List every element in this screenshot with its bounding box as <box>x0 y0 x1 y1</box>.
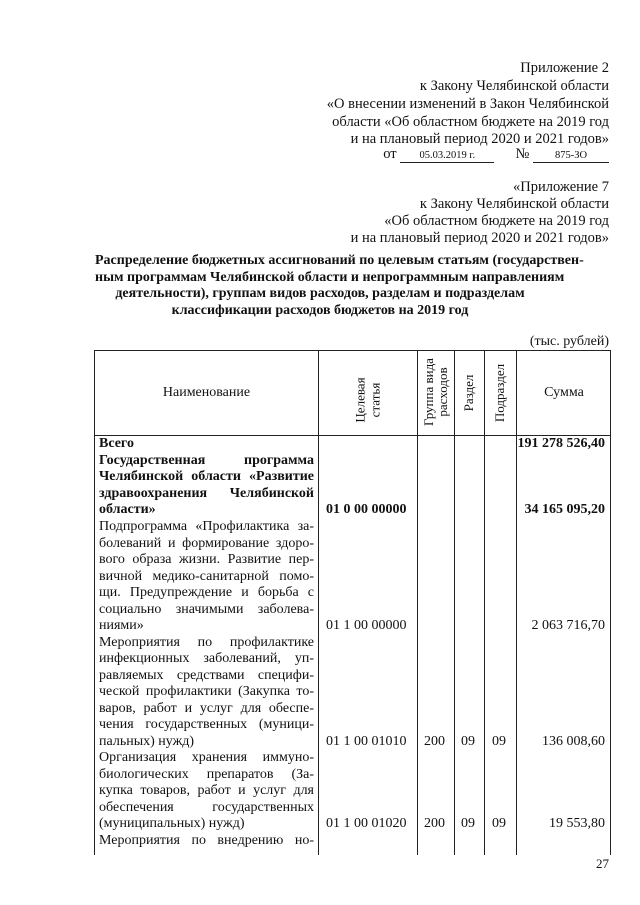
row-name <box>99 436 314 453</box>
row-target: 01 1 00 00000 <box>326 618 407 633</box>
law-number-field: 875-ЗО <box>533 150 609 163</box>
document-title <box>95 253 584 319</box>
header-target-article <box>353 363 383 438</box>
row-name <box>99 453 314 519</box>
header-sum: Сумма <box>544 385 584 400</box>
header-group-line: Группа вида <box>421 358 436 426</box>
row-name-line: пальных) нужд) <box>99 733 195 749</box>
row-sum: 34 165 095,20 <box>524 502 605 517</box>
row-name <box>99 519 314 635</box>
row-name-line: (муниципальных) нужд) <box>99 816 245 831</box>
row-name-line: области» <box>99 502 156 517</box>
row-name-line: здравоохранения Челябинской <box>99 485 314 501</box>
row-target: 01 1 00 01010 <box>326 733 407 749</box>
row-name-line: Организация хранения иммуно- <box>99 750 314 765</box>
row-name-line: Государственная программа <box>99 452 314 468</box>
budget-table <box>94 350 611 855</box>
row-target: 01 0 00 00000 <box>326 502 407 517</box>
row-sum: 191 278 526,40 <box>517 436 605 451</box>
column-divider <box>417 351 418 855</box>
row-name-line: Челябинской области «Развитие <box>99 469 314 484</box>
header-group-line: расходов <box>435 367 450 417</box>
appendix-line-5: и на плановый период 2020 и 2021 годов» <box>350 131 609 147</box>
annex-line-2: к Закону Челябинской области <box>419 196 609 212</box>
header-subsection: Подраздел <box>492 363 507 423</box>
column-divider <box>516 351 517 855</box>
row-name-line: вичной медико-санитарной помо- <box>99 568 314 584</box>
header-target-line: статья <box>367 382 383 418</box>
row-subsection: 09 <box>492 733 506 749</box>
row-name-line: Всего <box>99 436 134 451</box>
row-name-line: ниями» <box>99 618 144 633</box>
column-divider <box>318 351 319 855</box>
title-line: классификации расходов бюджетов на 2019 год <box>171 302 469 318</box>
row-name-line: вого образа жизни. Развитие пер- <box>99 552 314 567</box>
row-name-line: Мероприятия по внедрению но- <box>99 832 314 848</box>
appendix-line-2: к Закону Челябинской области <box>419 78 609 94</box>
header-section: Раздел <box>461 374 476 412</box>
row-name-line: обеспечения государственных <box>99 799 314 815</box>
row-sum: 136 008,60 <box>542 733 605 749</box>
row-target: 01 1 00 01020 <box>326 816 407 831</box>
row-group: 200 <box>424 733 445 749</box>
annex-line-3: «Об областном бюджете на 2019 год <box>384 213 609 229</box>
header-name: Наименование <box>162 385 251 400</box>
column-divider <box>454 351 455 855</box>
row-name-line: чения государственных (муници- <box>99 717 314 732</box>
appendix-line-1: Приложение 2 <box>520 60 609 76</box>
page-number: 27 <box>596 856 609 871</box>
row-name-line: болеваний и формирование здоро- <box>99 535 314 551</box>
row-sum: 19 553,80 <box>549 816 605 831</box>
title-line: деятельности), группам видов расходов, разделам и подразделам <box>115 286 525 301</box>
appendix-line-4: области «Об областном бюджете на 2019 год <box>332 114 609 130</box>
row-name-line: равляемых средствами специфи- <box>99 667 314 683</box>
title-line: Распределение бюджетных ассигнований по целевым статьям (государствен- <box>95 253 584 268</box>
date-field: 05.03.2019 г. <box>400 150 494 163</box>
row-section: 09 <box>461 733 475 749</box>
column-divider <box>484 351 485 855</box>
row-name-line: инфекционных заболеваний, уп- <box>99 651 314 666</box>
row-name <box>99 635 314 751</box>
annex-line-4: и на плановый период 2020 и 2021 годов» <box>350 230 609 246</box>
row-name-line: ческой профилактики (Закупка то- <box>99 684 314 699</box>
row-name-line: щи. Предупреждение и борьба с <box>99 585 314 600</box>
row-name-line: купка товаров, работ и услуг для <box>99 783 314 798</box>
units-label: (тыс. рублей) <box>529 334 609 349</box>
title-line: ным программам Челябинской области и непрограммным направлениям <box>95 269 565 285</box>
annex-line-1: «Приложение 7 <box>513 179 609 195</box>
row-name-line: Подпрограмма «Профилактика за- <box>99 519 314 534</box>
row-name-line: социально значимыми заболева- <box>99 601 314 617</box>
header-expense-group <box>422 350 450 434</box>
row-section: 09 <box>461 816 475 831</box>
appendix-line-3: «О внесении изменений в Закон Челябинской <box>326 96 609 112</box>
header-target-line: Целевая <box>352 377 368 423</box>
number-label: № <box>515 146 530 162</box>
row-group: 200 <box>424 816 445 831</box>
row-name-line: биологических препаратов (За- <box>99 766 314 782</box>
row-name-line: варов, работ и услуг для обеспе- <box>99 700 314 716</box>
signature-line <box>383 146 609 163</box>
row-subsection: 09 <box>492 816 506 831</box>
from-label: от <box>383 146 397 162</box>
row-name-line: Мероприятия по профилактике <box>99 634 314 650</box>
row-name <box>99 750 314 833</box>
row-name <box>99 833 314 850</box>
row-sum: 2 063 716,70 <box>531 618 605 633</box>
